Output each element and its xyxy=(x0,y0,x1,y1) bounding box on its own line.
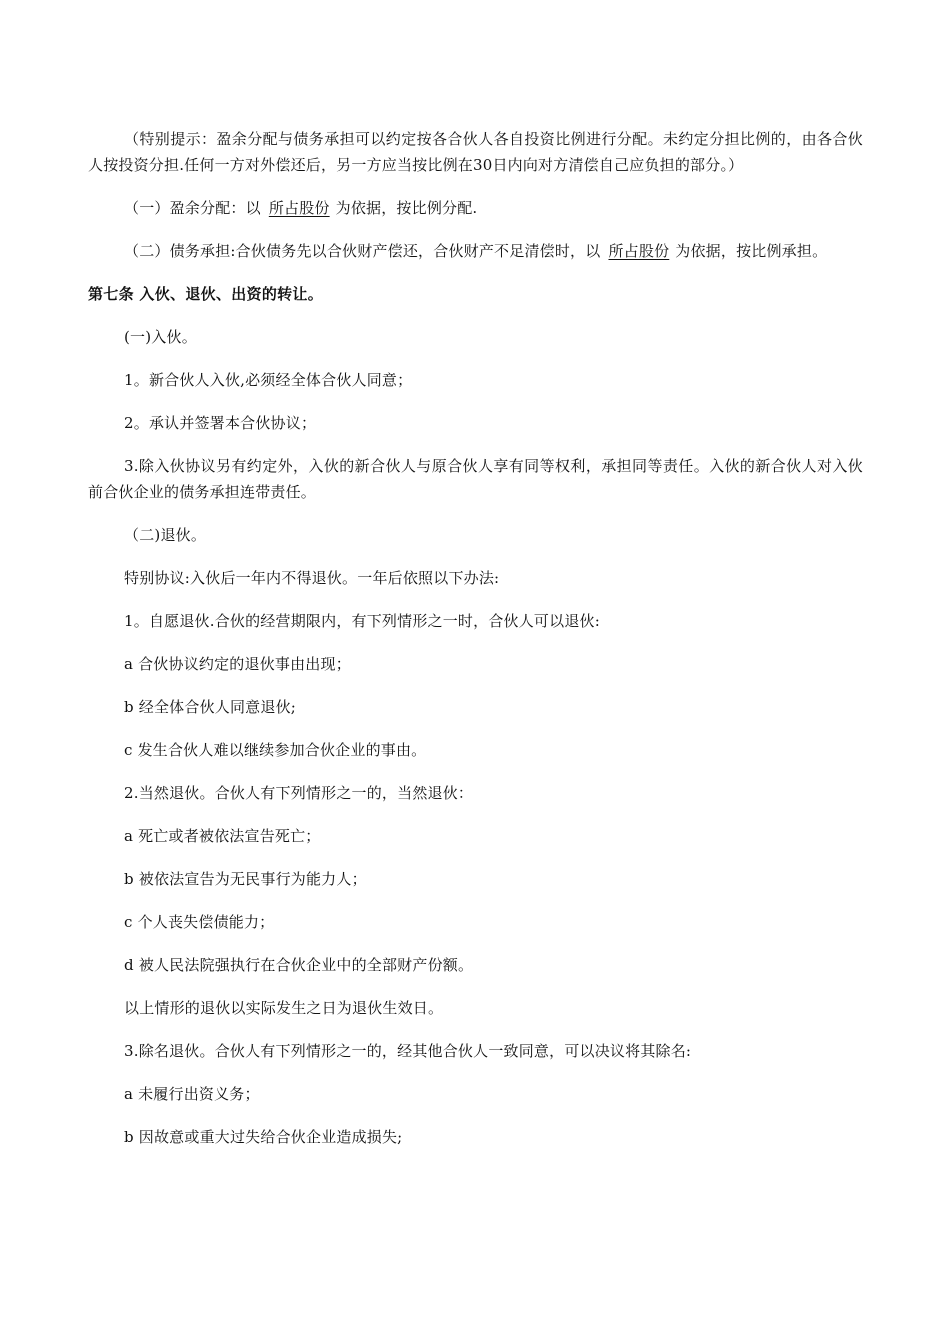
join-item-1: 1。新合伙人入伙,必须经全体合伙人同意； xyxy=(124,371,413,389)
natural-exit-item-b: b 被依法宣告为无民事行为能力人； xyxy=(124,870,367,888)
profit-distribution-fill: 所占股份 xyxy=(268,199,330,217)
debt-bearing-suffix: 为依据，按比例承担。 xyxy=(675,242,828,260)
profit-distribution-paragraph xyxy=(88,195,863,221)
debt-bearing-fill: 所占股份 xyxy=(608,242,670,260)
exit-special-agreement: 特别协议:入伙后一年内不得退伙。一年后依照以下办法: xyxy=(124,569,500,587)
join-title: (一)入伙。 xyxy=(124,328,197,346)
natural-exit-note: 以上情形的退伙以实际发生之日为退伙生效日。 xyxy=(124,999,444,1017)
expel-exit-item-a: a 未履行出资义务； xyxy=(124,1085,260,1103)
special-note-paragraph: （特别提示：盈余分配与债务承担可以约定按各合伙人各自投资比例进行分配。未约定分担比例的，由各合伙人按投资分担.任何一方对外偿还后，另一方应当按比例在30日内向对方清偿自己应负担的部分。） xyxy=(88,130,863,174)
profit-distribution-suffix: 为依据，按比例分配. xyxy=(335,199,478,217)
natural-exit-title: 2.当然退伙。合伙人有下列情形之一的，当然退伙： xyxy=(124,784,474,802)
exit-title: （二)退伙。 xyxy=(124,526,207,544)
profit-distribution-prefix: （一）盈余分配：以 xyxy=(124,199,261,217)
natural-exit-item-c: c 个人丧失偿债能力； xyxy=(124,913,275,931)
natural-exit-item-a: a 死亡或者被依法宣告死亡； xyxy=(124,827,321,845)
voluntary-exit-item-c: c 发生合伙人难以继续参加合伙企业的事由。 xyxy=(124,741,427,759)
article-7-heading: 第七条 入伙、退伙、出资的转让。 xyxy=(88,285,324,303)
voluntary-exit-item-b: b 经全体合伙人同意退伙; xyxy=(124,698,297,716)
expel-exit-item-b: b 因故意或重大过失给合伙企业造成损失; xyxy=(124,1128,403,1146)
document-body xyxy=(88,126,863,1167)
voluntary-exit-title: 1。自愿退伙.合伙的经营期限内，有下列情形之一时，合伙人可以退伙: xyxy=(124,612,600,630)
expel-exit-title: 3.除名退伙。合伙人有下列情形之一的，经其他合伙人一致同意，可以决议将其除名: xyxy=(124,1042,692,1060)
debt-bearing-prefix: （二）债务承担:合伙债务先以合伙财产偿还，合伙财产不足清偿时，以 xyxy=(124,242,601,260)
join-item-2: 2。承认并签署本合伙协议； xyxy=(124,414,317,432)
natural-exit-item-d: d 被人民法院强执行在合伙企业中的全部财产份额。 xyxy=(124,956,474,974)
join-item-3: 3.除入伙协议另有约定外，入伙的新合伙人与原合伙人享有同等权利，承担同等责任。入伙的新合伙人对入伙前合伙企业的债务承担连带责任。 xyxy=(88,457,863,501)
voluntary-exit-item-a: a 合伙协议约定的退伙事由出现； xyxy=(124,655,351,673)
debt-bearing-paragraph xyxy=(88,238,863,264)
